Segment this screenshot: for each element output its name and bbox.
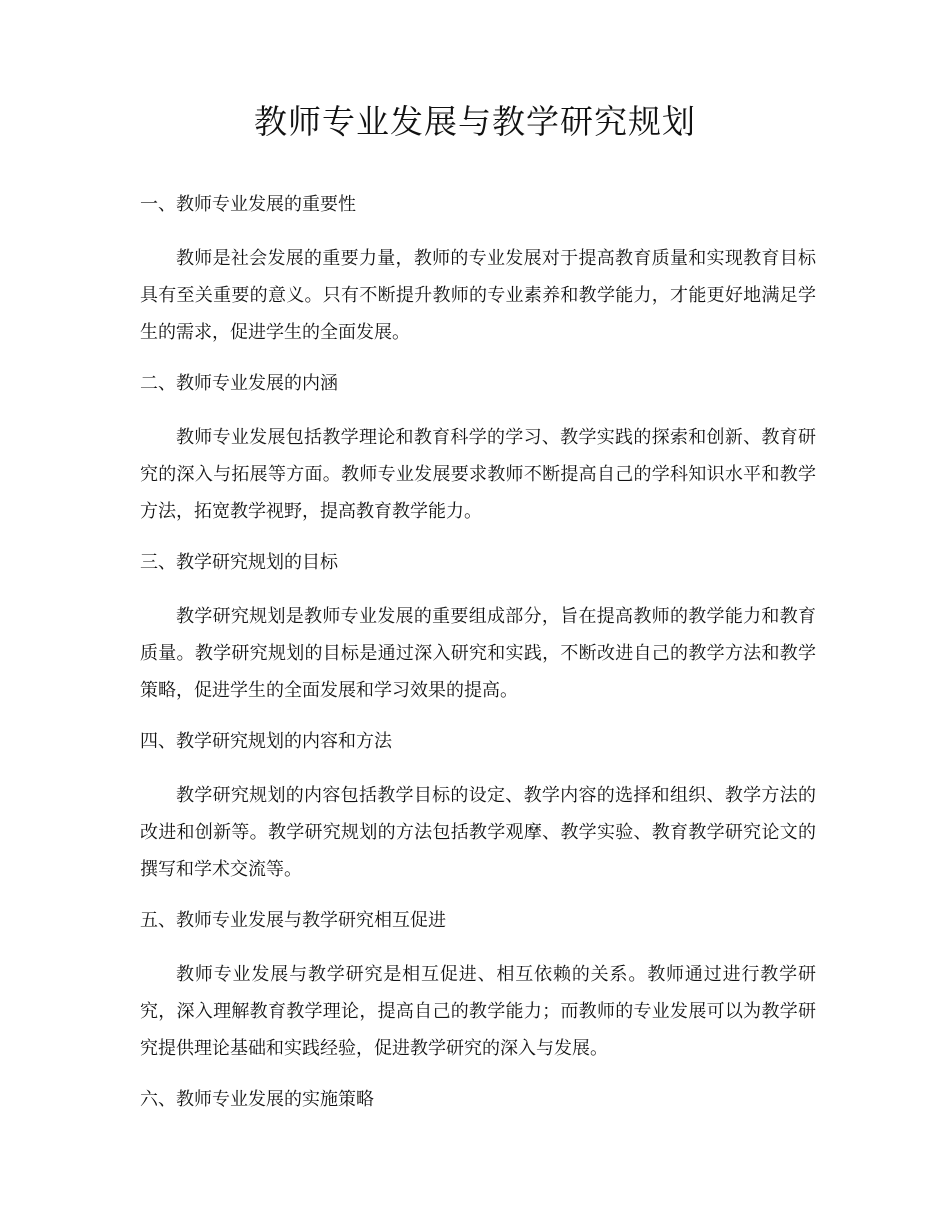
section-heading: 四、教学研究规划的内容和方法 <box>140 731 392 752</box>
document-body <box>140 188 816 1135</box>
section-paragraph: 教师是社会发展的重要力量，教师的专业发展对于提高教育质量和实现教育目标具有至关重要的意义。只有不断提升教师的专业素养和教学能力，才能更好地满足学生的需求，促进学生的全面发展。 <box>140 248 816 343</box>
section-heading: 三、教学研究规划的目标 <box>140 552 338 573</box>
section-importance <box>140 188 816 351</box>
section-paragraph: 教师专业发展包括教学理论和教育科学的学习、教学实践的探索和创新、教育研究的深入与拓展等方面。教师专业发展要求教师不断提高自己的学科知识水平和教学方法，拓宽教学视野，提高教育教学能力。 <box>140 427 816 522</box>
section-heading: 一、教师专业发展的重要性 <box>140 194 356 215</box>
section-paragraph: 教学研究规划是教师专业发展的重要组成部分，旨在提高教师的教学能力和教育质量。教学研究规划的目标是通过深入研究和实践，不断改进自己的教学方法和教学策略，促进学生的全面发展和学习效果的提高。 <box>140 606 816 701</box>
document-title: 教师专业发展与教学研究规划 <box>254 102 696 141</box>
section-paragraph: 教学研究规划的内容包括教学目标的设定、教学内容的选择和组织、教学方法的改进和创新等。教学研究规划的方法包括教学观摩、教学实验、教育教学研究论文的撰写和学术交流等。 <box>140 785 816 880</box>
section-mutual-promotion <box>140 904 816 1067</box>
section-research-content-methods <box>140 725 816 888</box>
section-heading: 五、教师专业发展与教学研究相互促进 <box>140 910 446 931</box>
section-paragraph: 教师专业发展与教学研究是相互促进、相互依赖的关系。教师通过进行教学研究，深入理解教育教学理论，提高自己的教学能力；而教师的专业发展可以为教学研究提供理论基础和实践经验，促进教学研究的深入与发展。 <box>140 964 816 1059</box>
section-connotation <box>140 367 816 530</box>
section-heading: 六、教师专业发展的实施策略 <box>140 1089 374 1110</box>
section-research-goals <box>140 546 816 709</box>
section-implementation-strategies <box>140 1083 816 1117</box>
section-heading: 二、教师专业发展的内涵 <box>140 373 338 394</box>
